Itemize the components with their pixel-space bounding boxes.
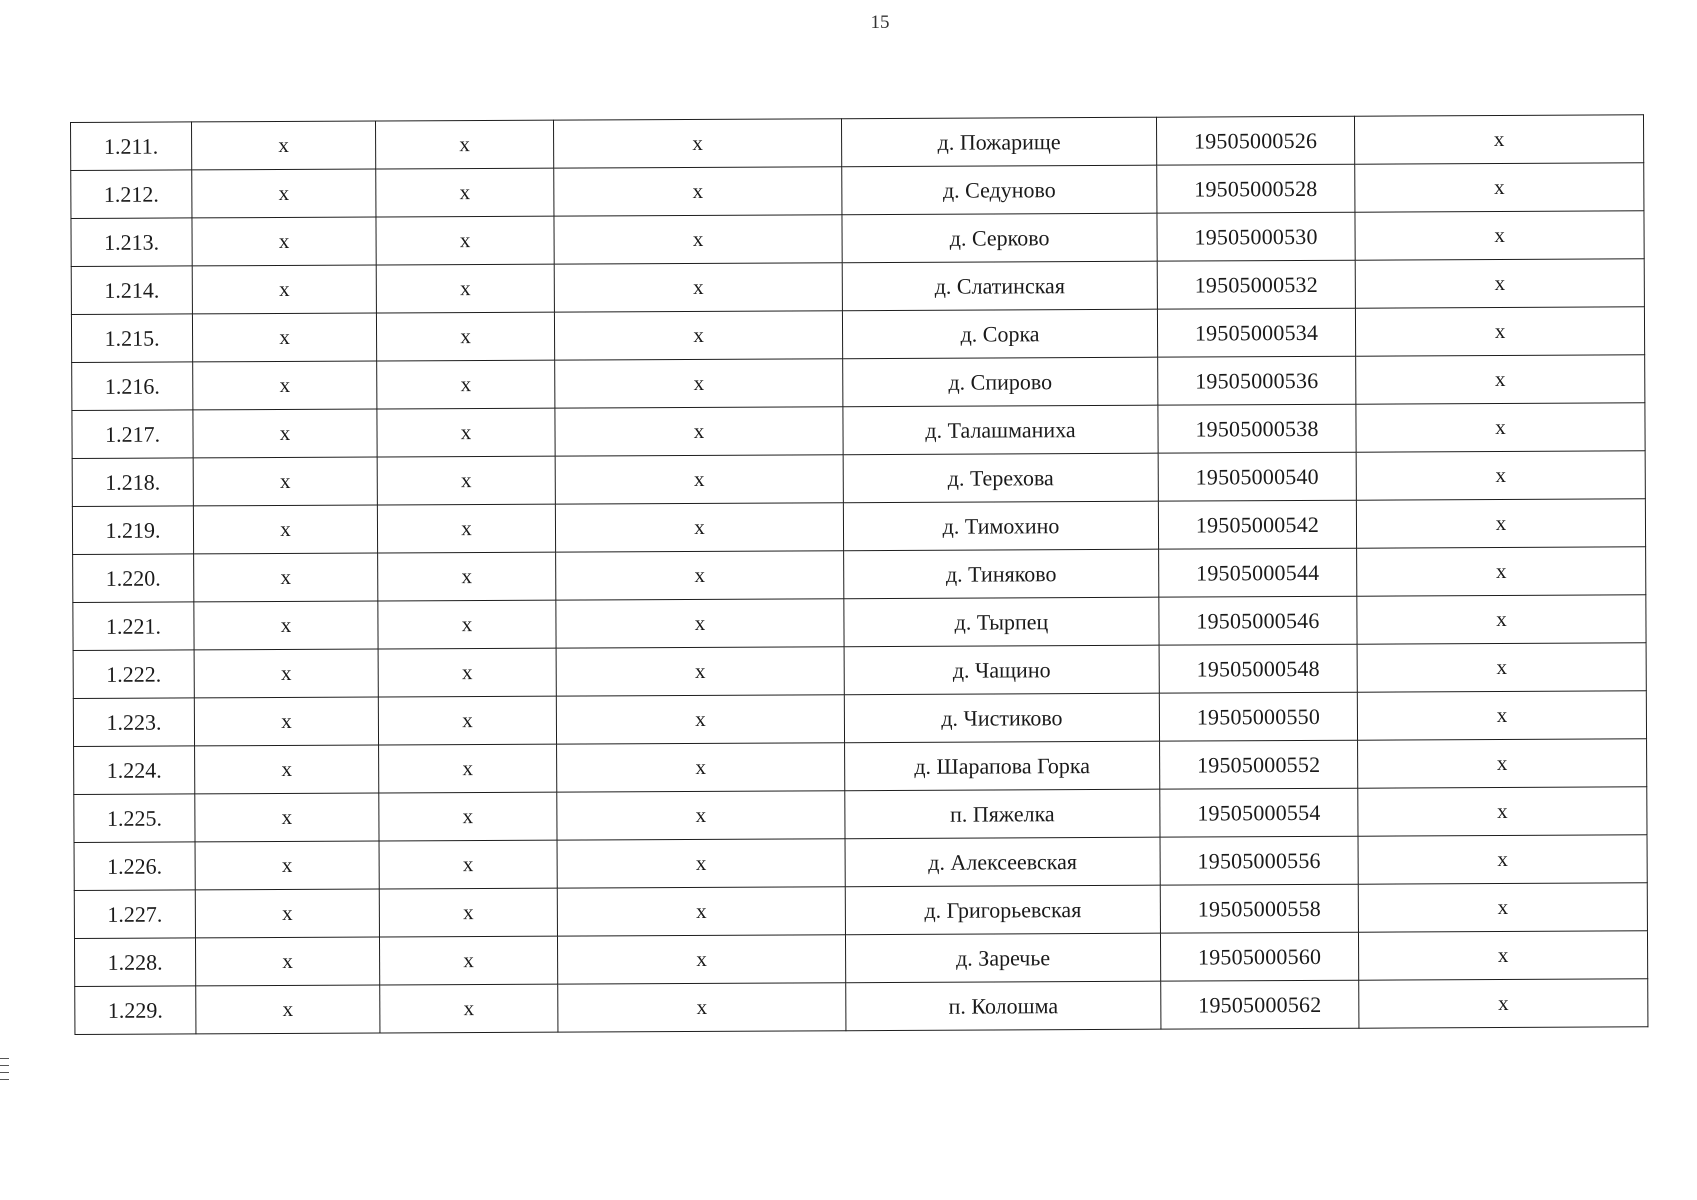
- column-7-cell: х: [1357, 595, 1646, 644]
- column-7-cell: х: [1357, 547, 1646, 596]
- settlement-name-cell: д. Талашманиха: [843, 405, 1158, 455]
- column-4-cell: х: [556, 599, 844, 648]
- column-3-cell: х: [376, 216, 554, 265]
- column-3-cell: х: [380, 984, 558, 1033]
- table-row: [71, 211, 1644, 267]
- table-row: [73, 595, 1646, 651]
- column-4-cell: х: [558, 983, 846, 1032]
- column-4-cell: х: [555, 455, 843, 504]
- column-4-cell: х: [554, 167, 842, 216]
- oktmo-code-cell: 19505000530: [1157, 212, 1355, 261]
- column-7-cell: х: [1358, 835, 1647, 884]
- column-2-cell: х: [193, 409, 377, 458]
- row-number-cell: 1.229.: [75, 986, 196, 1035]
- oktmo-code-cell: 19505000534: [1157, 308, 1355, 357]
- column-3-cell: х: [377, 504, 555, 553]
- row-number-cell: 1.224.: [74, 746, 195, 795]
- column-3-cell: х: [375, 120, 553, 169]
- oktmo-code-cell: 19505000532: [1157, 260, 1355, 309]
- row-number-cell: 1.220.: [73, 554, 194, 603]
- settlement-name-cell: п. Колошма: [846, 981, 1161, 1031]
- column-3-cell: х: [378, 552, 556, 601]
- column-2-cell: х: [193, 505, 377, 554]
- column-4-cell: х: [557, 791, 845, 840]
- column-3-cell: х: [377, 456, 555, 505]
- column-2-cell: х: [192, 169, 376, 218]
- table-row: [73, 691, 1646, 747]
- settlement-name-cell: д. Серково: [842, 213, 1157, 263]
- column-2-cell: х: [194, 601, 378, 650]
- column-2-cell: х: [192, 121, 376, 170]
- settlement-name-cell: д. Спирово: [843, 357, 1158, 407]
- column-7-cell: х: [1358, 787, 1647, 836]
- settlements-table: [70, 114, 1648, 1035]
- column-7-cell: х: [1358, 883, 1647, 932]
- row-number-cell: 1.216.: [72, 362, 193, 411]
- column-2-cell: х: [194, 697, 378, 746]
- column-7-cell: х: [1357, 643, 1646, 692]
- column-4-cell: х: [554, 311, 842, 360]
- column-3-cell: х: [376, 312, 554, 361]
- table-row: [73, 643, 1646, 699]
- column-7-cell: х: [1357, 691, 1646, 740]
- table-row: [72, 499, 1645, 555]
- row-number-cell: 1.211.: [71, 122, 192, 171]
- settlement-name-cell: д. Слатинская: [842, 261, 1157, 311]
- oktmo-code-cell: 19505000526: [1156, 116, 1354, 165]
- column-4-cell: х: [555, 503, 843, 552]
- column-2-cell: х: [194, 553, 378, 602]
- table-row: [71, 115, 1644, 171]
- column-3-cell: х: [378, 600, 556, 649]
- table-row: [74, 931, 1647, 987]
- settlement-name-cell: д. Тимохино: [843, 501, 1158, 551]
- settlement-name-cell: д. Тырпец: [844, 597, 1159, 647]
- row-number-cell: 1.217.: [72, 410, 193, 459]
- column-3-cell: х: [378, 696, 556, 745]
- column-4-cell: х: [556, 551, 844, 600]
- column-4-cell: х: [557, 887, 845, 936]
- oktmo-code-cell: 19505000554: [1160, 788, 1358, 837]
- settlement-name-cell: д. Терехова: [843, 453, 1158, 503]
- table-row: [73, 547, 1646, 603]
- row-number-cell: 1.213.: [71, 218, 192, 267]
- settlement-name-cell: д. Чащино: [844, 645, 1159, 695]
- page-number: 15: [870, 12, 890, 33]
- column-4-cell: х: [557, 935, 845, 984]
- column-7-cell: х: [1356, 403, 1645, 452]
- table-row: [74, 787, 1647, 843]
- oktmo-code-cell: 19505000550: [1159, 692, 1357, 741]
- settlement-name-cell: д. Заречье: [845, 933, 1160, 983]
- column-2-cell: х: [192, 217, 376, 266]
- scan-margin-marks: [0, 1058, 9, 1086]
- column-4-cell: х: [553, 119, 841, 168]
- oktmo-code-cell: 19505000528: [1157, 164, 1355, 213]
- column-4-cell: х: [555, 407, 843, 456]
- row-number-cell: 1.225.: [74, 794, 195, 843]
- column-7-cell: х: [1356, 355, 1645, 404]
- settlement-name-cell: д. Чистиково: [844, 693, 1159, 743]
- column-3-cell: х: [377, 360, 555, 409]
- column-7-cell: х: [1355, 259, 1644, 308]
- column-4-cell: х: [555, 359, 843, 408]
- column-2-cell: х: [195, 745, 379, 794]
- table-row: [71, 259, 1644, 315]
- column-7-cell: х: [1358, 931, 1647, 980]
- row-number-cell: 1.222.: [73, 650, 194, 699]
- column-7-cell: х: [1359, 979, 1648, 1028]
- column-2-cell: х: [193, 361, 377, 410]
- column-2-cell: х: [195, 793, 379, 842]
- row-number-cell: 1.218.: [72, 458, 193, 507]
- column-7-cell: х: [1356, 499, 1645, 548]
- column-2-cell: х: [195, 937, 379, 986]
- column-3-cell: х: [379, 888, 557, 937]
- table-row: [74, 883, 1647, 939]
- oktmo-code-cell: 19505000546: [1159, 596, 1357, 645]
- table-row: [72, 451, 1645, 507]
- column-3-cell: х: [376, 168, 554, 217]
- column-7-cell: х: [1355, 163, 1644, 212]
- settlement-name-cell: д. Григорьевская: [845, 885, 1160, 935]
- table-row: [71, 307, 1644, 363]
- column-7-cell: х: [1354, 115, 1643, 164]
- oktmo-code-cell: 19505000562: [1161, 980, 1359, 1029]
- column-3-cell: х: [378, 648, 556, 697]
- settlement-name-cell: д. Тиняково: [844, 549, 1159, 599]
- column-3-cell: х: [379, 744, 557, 793]
- column-2-cell: х: [195, 841, 379, 890]
- row-number-cell: 1.219.: [72, 506, 193, 555]
- column-2-cell: х: [192, 265, 376, 314]
- oktmo-code-cell: 19505000536: [1158, 356, 1356, 405]
- column-7-cell: х: [1356, 451, 1645, 500]
- column-7-cell: х: [1358, 739, 1647, 788]
- row-number-cell: 1.221.: [73, 602, 194, 651]
- column-4-cell: х: [557, 839, 845, 888]
- oktmo-code-cell: 19505000558: [1160, 884, 1358, 933]
- oktmo-code-cell: 19505000544: [1159, 548, 1357, 597]
- column-3-cell: х: [377, 408, 555, 457]
- oktmo-code-cell: 19505000560: [1160, 932, 1358, 981]
- table-row: [74, 835, 1647, 891]
- column-4-cell: х: [554, 263, 842, 312]
- column-4-cell: х: [556, 695, 844, 744]
- column-3-cell: х: [379, 936, 557, 985]
- row-number-cell: 1.215.: [71, 314, 192, 363]
- row-number-cell: 1.226.: [74, 842, 195, 891]
- oktmo-code-cell: 19505000540: [1158, 452, 1356, 501]
- table-row: [74, 739, 1647, 795]
- column-3-cell: х: [379, 840, 557, 889]
- settlement-name-cell: д. Пожарище: [841, 117, 1156, 167]
- column-2-cell: х: [196, 985, 380, 1034]
- row-number-cell: 1.214.: [71, 266, 192, 315]
- table-row: [71, 163, 1644, 219]
- column-2-cell: х: [192, 313, 376, 362]
- column-4-cell: х: [554, 215, 842, 264]
- settlement-name-cell: д. Шарапова Горка: [845, 741, 1160, 791]
- oktmo-code-cell: 19505000538: [1158, 404, 1356, 453]
- table-body: [71, 115, 1648, 1035]
- table-row: [72, 403, 1645, 459]
- settlement-name-cell: д. Сорка: [842, 309, 1157, 359]
- column-4-cell: х: [557, 743, 845, 792]
- column-2-cell: х: [193, 457, 377, 506]
- column-4-cell: х: [556, 647, 844, 696]
- column-3-cell: х: [379, 792, 557, 841]
- oktmo-code-cell: 19505000552: [1160, 740, 1358, 789]
- oktmo-code-cell: 19505000542: [1158, 500, 1356, 549]
- column-3-cell: х: [376, 264, 554, 313]
- settlement-name-cell: д. Седуново: [842, 165, 1157, 215]
- column-7-cell: х: [1355, 211, 1644, 260]
- row-number-cell: 1.227.: [74, 890, 195, 939]
- row-number-cell: 1.223.: [73, 698, 194, 747]
- column-2-cell: х: [195, 889, 379, 938]
- oktmo-code-cell: 19505000548: [1159, 644, 1357, 693]
- settlement-name-cell: п. Пяжелка: [845, 789, 1160, 839]
- column-2-cell: х: [194, 649, 378, 698]
- table-row: [72, 355, 1645, 411]
- row-number-cell: 1.228.: [74, 938, 195, 987]
- row-number-cell: 1.212.: [71, 170, 192, 219]
- table-row: [75, 979, 1648, 1035]
- column-7-cell: х: [1355, 307, 1644, 356]
- oktmo-code-cell: 19505000556: [1160, 836, 1358, 885]
- settlement-name-cell: д. Алексеевская: [845, 837, 1160, 887]
